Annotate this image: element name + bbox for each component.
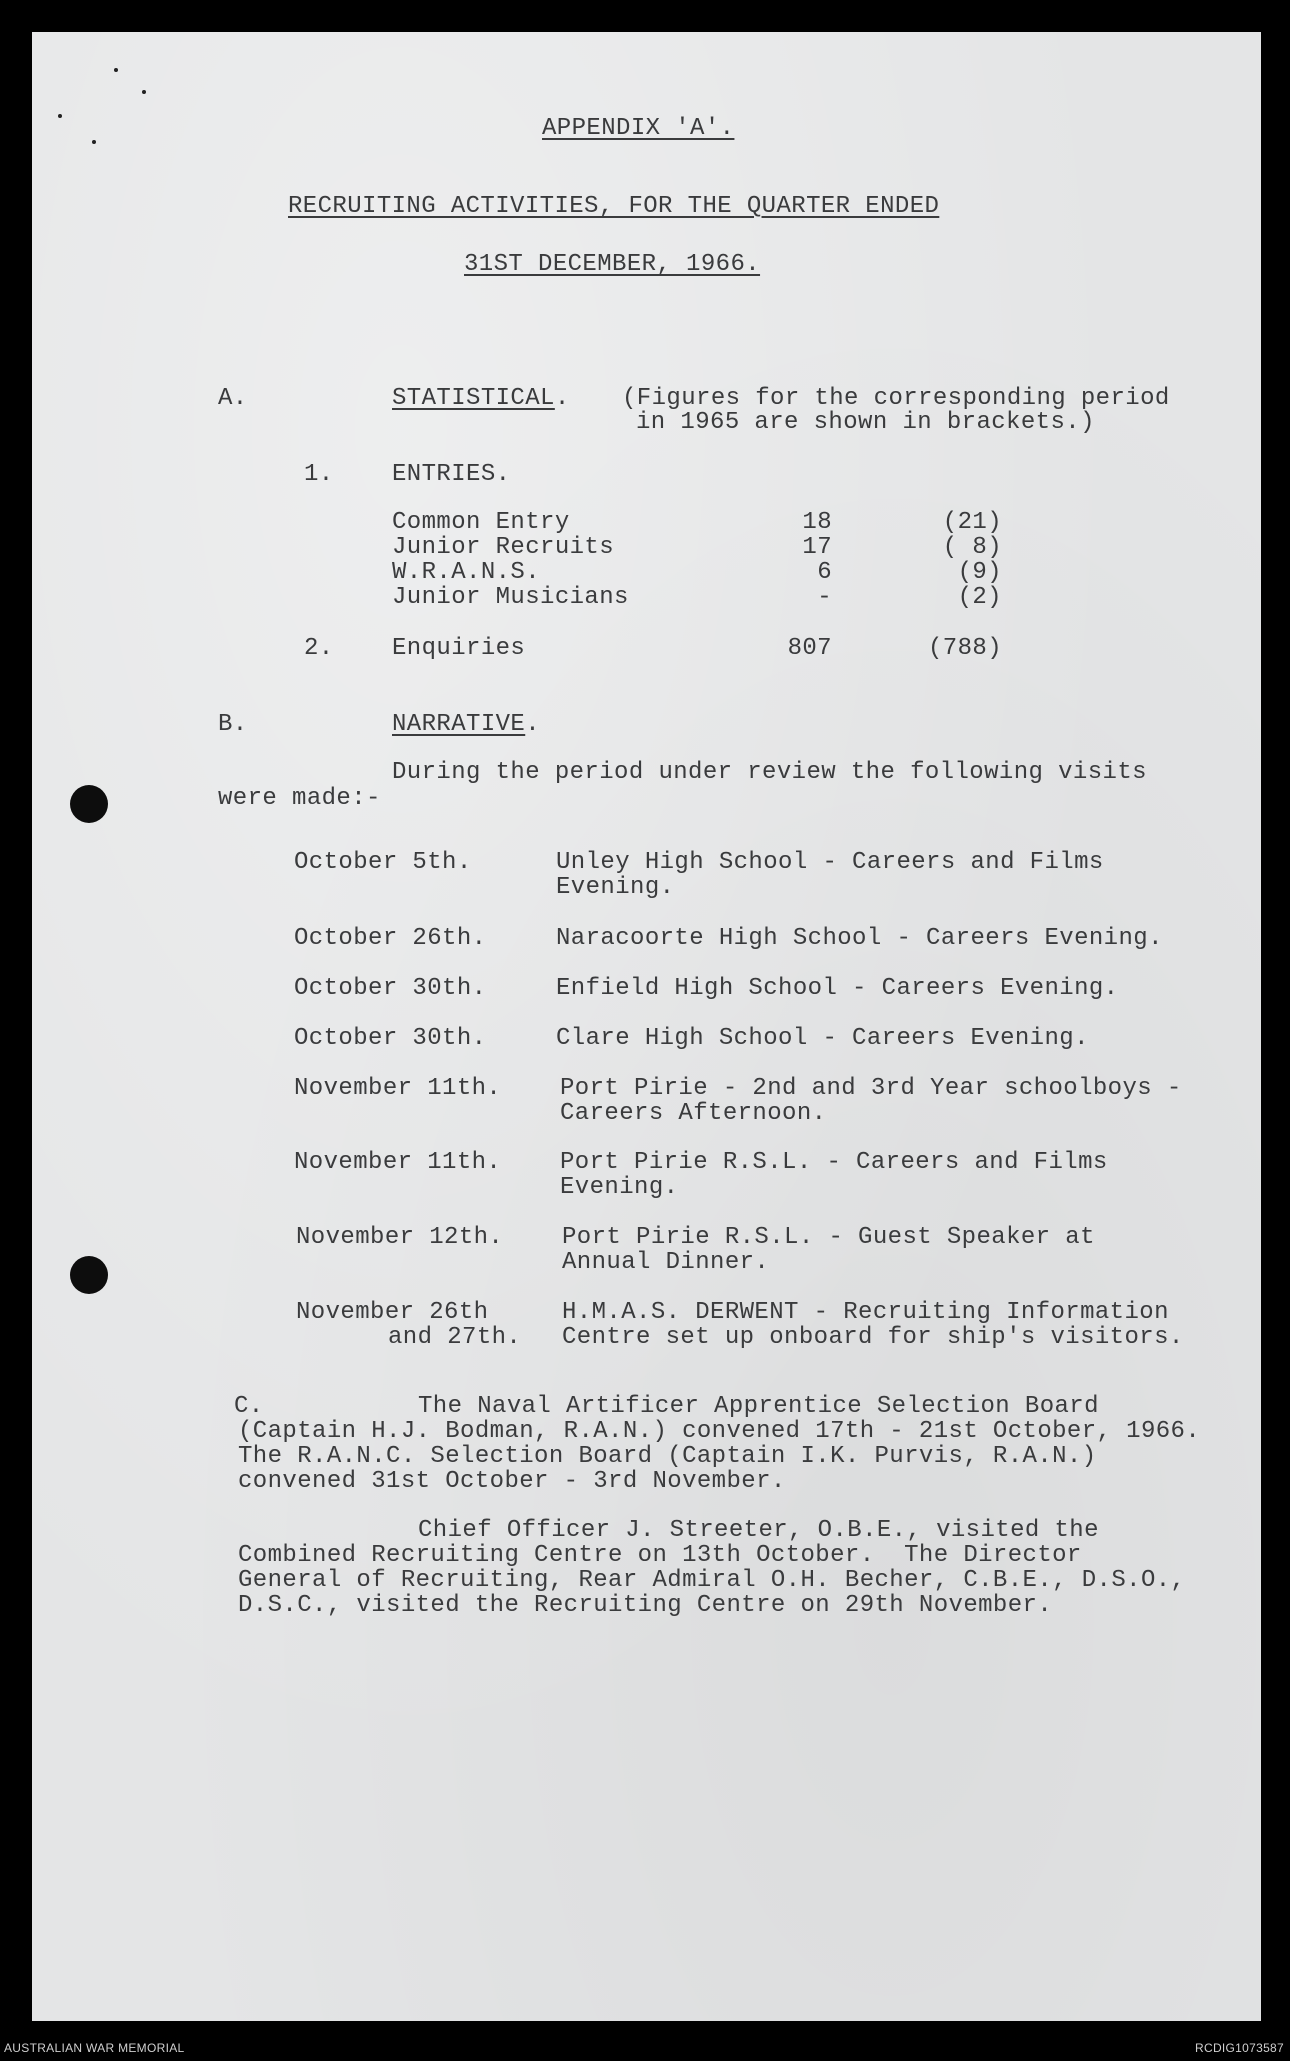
entry-value: 18 [802, 509, 832, 536]
entry-label: Junior Musicians [392, 584, 629, 611]
visit-description: Evening. [556, 874, 675, 901]
visit-description: Annual Dinner. [562, 1249, 770, 1276]
visit-description: Unley High School - Careers and Films [556, 849, 1104, 876]
visit-date: October 30th. [294, 975, 487, 1002]
section-c-letter: C. [234, 1393, 264, 1420]
paper-speck [92, 140, 96, 144]
visit-date: November 26th [296, 1299, 489, 1326]
visit-description: Enfield High School - Careers Evening. [556, 975, 1119, 1002]
entry-label: Junior Recruits [392, 534, 615, 561]
visit-description: Port Pirie R.S.L. - Guest Speaker at [562, 1224, 1095, 1251]
visit-date: November 11th. [294, 1075, 502, 1102]
section-b-heading-wrap [392, 712, 540, 738]
visit-date-continued: and 27th. [388, 1324, 522, 1351]
visit-date: November 11th. [294, 1149, 502, 1176]
entry-label: Common Entry [392, 509, 570, 536]
visit-description: H.M.A.S. DERWENT - Recruiting Information [562, 1299, 1169, 1326]
entry-value: 6 [817, 559, 832, 586]
visit-description: Port Pirie R.S.L. - Careers and Films [560, 1149, 1108, 1176]
section-c-text: Combined Recruiting Centre on 13th October. The Director [238, 1542, 1082, 1569]
visit-description: Clare High School - Careers Evening. [556, 1025, 1089, 1052]
entry-prev: (9) [957, 559, 1002, 586]
enquiries-number: 2. [304, 635, 334, 662]
section-b-letter: B. [218, 711, 248, 738]
document-page [32, 32, 1261, 2021]
entry-label: W.R.A.N.S. [392, 559, 541, 586]
visit-date: October 5th. [294, 849, 472, 876]
entries-number: 1. [304, 461, 334, 488]
narrative-intro-line2: were made:- [218, 785, 381, 812]
appendix-heading: APPENDIX 'A'. [542, 115, 735, 142]
enquiries-label: Enquiries [392, 635, 526, 662]
visit-description: Port Pirie - 2nd and 3rd Year schoolboys - [560, 1075, 1182, 1102]
section-a-heading-wrap [392, 386, 570, 412]
footer-id: RCDIG1073587 [1195, 2041, 1284, 2055]
entry-prev: (21) [942, 509, 1002, 536]
document-date: 31ST DECEMBER, 1966. [464, 251, 761, 278]
visit-description: Naracoorte High School - Careers Evening. [556, 925, 1163, 952]
document-title: RECRUITING ACTIVITIES, FOR THE QUARTER ENDED [288, 193, 940, 220]
entry-value: 17 [802, 534, 832, 561]
punch-hole [70, 785, 108, 823]
section-b-heading: NARRATIVE [392, 711, 526, 738]
visit-date: November 12th. [296, 1224, 504, 1251]
section-c-text: convened 31st October - 3rd November. [238, 1468, 786, 1495]
visit-description: Centre set up onboard for ship's visitors. [562, 1324, 1184, 1351]
section-a-note-line1: (Figures for the corresponding period [622, 385, 1170, 412]
section-c-text: D.S.C., visited the Recruiting Centre on 29th November. [238, 1592, 1053, 1619]
paper-speck [58, 114, 62, 118]
section-c-text: The R.A.N.C. Selection Board (Captain I.K. Purvis, R.A.N.) [238, 1443, 1097, 1470]
section-c-text: General of Recruiting, Rear Admiral O.H. Becher, C.B.E., D.S.O., [238, 1567, 1186, 1594]
visit-description: Careers Afternoon. [560, 1100, 827, 1127]
section-c-text: (Captain H.J. Bodman, R.A.N.) convened 17th - 21st October, 1966. [238, 1418, 1201, 1445]
visit-date: October 30th. [294, 1025, 487, 1052]
paper-speck [142, 90, 146, 94]
section-b-heading-dot: . [525, 711, 541, 738]
visit-description: Evening. [560, 1174, 679, 1201]
section-a-letter: A. [218, 385, 248, 412]
section-a-note-line2: in 1965 are shown in brackets.) [636, 409, 1095, 436]
section-c-text: Chief Officer J. Streeter, O.B.E., visited the [418, 1517, 1099, 1544]
entries-heading: ENTRIES. [392, 461, 511, 488]
entry-value: - [817, 584, 832, 611]
section-a-heading-dot: . [554, 385, 570, 412]
section-c-text: The Naval Artificer Apprentice Selection Board [418, 1393, 1099, 1420]
section-a-heading: STATISTICAL [392, 385, 555, 412]
paper-speck [114, 68, 118, 72]
narrative-intro-line1: During the period under review the following visits [392, 759, 1147, 786]
punch-hole [70, 1256, 108, 1294]
enquiries-prev: (788) [927, 635, 1002, 662]
footer-source: AUSTRALIAN WAR MEMORIAL [4, 2041, 185, 2055]
entry-prev: (2) [957, 584, 1002, 611]
entry-prev: ( 8) [942, 534, 1002, 561]
enquiries-value: 807 [787, 635, 832, 662]
visit-date: October 26th. [294, 925, 487, 952]
